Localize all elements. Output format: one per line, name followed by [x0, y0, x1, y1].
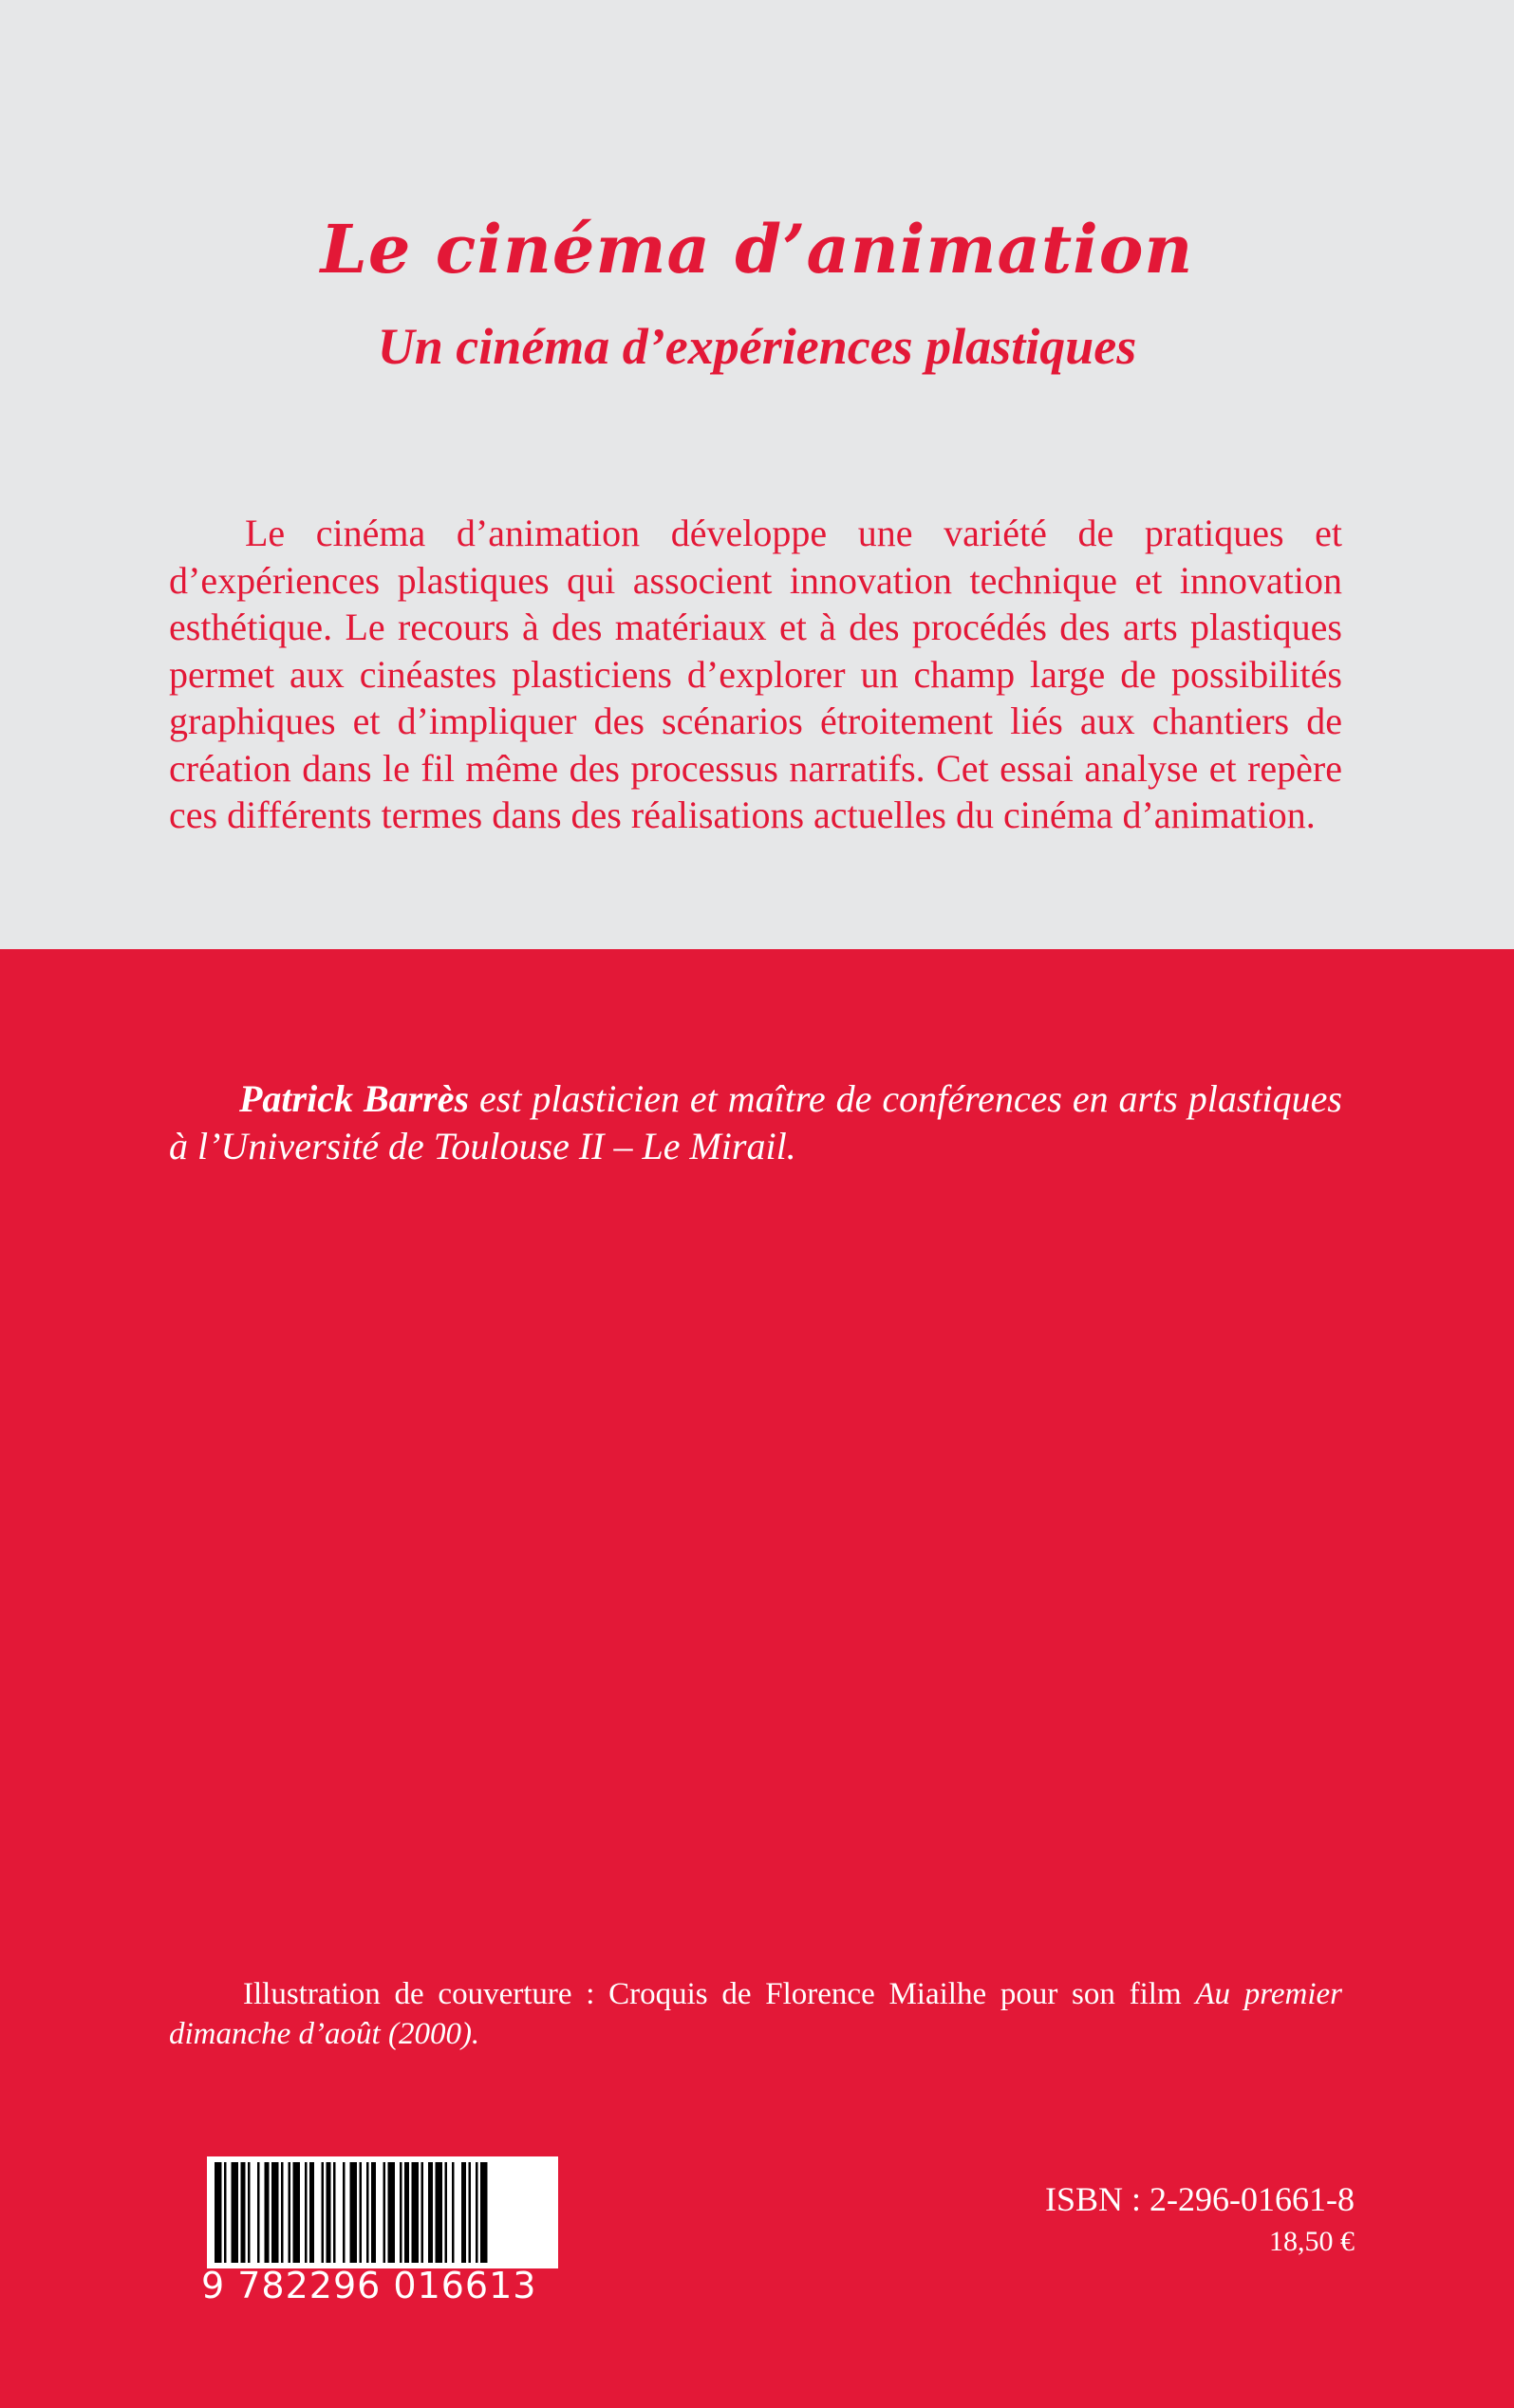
barcode-bar — [305, 2162, 308, 2263]
barcode-icon — [207, 2156, 558, 2268]
barcode-bar — [404, 2162, 409, 2263]
barcode-bar — [383, 2162, 386, 2263]
barcode-bar — [388, 2162, 396, 2263]
barcode-bar — [452, 2162, 455, 2263]
barcode-bar — [224, 2162, 227, 2263]
book-subtitle: Un cinéma d’expériences plastiques — [377, 318, 1137, 375]
barcode-bar — [445, 2162, 448, 2263]
film-title: Au premier dimanche d’août (2000). — [169, 1977, 1342, 2051]
barcode-bar — [281, 2162, 284, 2263]
barcode-bar — [215, 2162, 222, 2263]
barcode-bar — [428, 2162, 433, 2263]
barcode-bar — [289, 2162, 291, 2263]
barcode-bar — [371, 2162, 376, 2263]
barcode-bar — [322, 2162, 325, 2263]
illustration-credit — [169, 1974, 1342, 2054]
barcode-bar — [469, 2162, 472, 2263]
barcode-bar — [436, 2162, 443, 2263]
barcode-bar — [293, 2162, 301, 2263]
barcode-bar — [480, 2162, 488, 2263]
summary-paragraph: Le cinéma d’animation développe une variété de pratiques et d’expériences plastiques qui associent innovation technique et innovation esthétique. Le recours à des matériaux et à des procédés des arts plastiques permet aux cinéastes plasticiens d’explorer un champ large de possibilités graphiques et d’impliquer des scénarios étroitement liés aux chantiers de création dans le fil même des processus narratifs. Cet essai analyse et repère ces différents termes dans des réalisations actuelles du cinéma d’animation. — [169, 512, 1342, 836]
barcode — [207, 2156, 558, 2268]
barcode-bar — [309, 2162, 314, 2263]
barcode-bar — [333, 2162, 336, 2263]
author-bio — [169, 1075, 1342, 1170]
barcode-bar — [265, 2162, 270, 2263]
barcode-bar — [366, 2162, 369, 2263]
barcode-bar — [241, 2162, 246, 2263]
isbn: ISBN : 2-296-01661-8 — [1045, 2180, 1355, 2218]
price: 18,50 € — [1269, 2226, 1355, 2257]
barcode-bar — [350, 2162, 358, 2263]
barcode-bar — [271, 2162, 279, 2263]
barcode-bar — [360, 2162, 363, 2263]
barcode-bar — [476, 2162, 478, 2263]
author-bio-text: est plasticien et maître de conférences en arts plastiques à l’Université de Toulouse II – Le Mirail. — [169, 1077, 1342, 1167]
barcode-bar — [257, 2162, 260, 2263]
barcode-bar — [343, 2162, 346, 2263]
book-title: Le cinéma d’animation — [320, 210, 1194, 289]
author-name: Patrick Barrès — [239, 1077, 470, 1120]
barcode-bar — [248, 2162, 251, 2263]
illustration-credit-text: Illustration de couverture : Croquis de Florence Miailhe pour son film — [243, 1977, 1196, 2011]
barcode-bar — [327, 2162, 331, 2263]
barcode-bar — [461, 2162, 466, 2263]
barcode-bar — [232, 2162, 239, 2263]
barcode-bar — [400, 2162, 402, 2263]
barcode-bar — [421, 2162, 424, 2263]
barcode-bar — [412, 2162, 420, 2263]
barcode-digits: 9 782296 016613 — [201, 2265, 537, 2306]
